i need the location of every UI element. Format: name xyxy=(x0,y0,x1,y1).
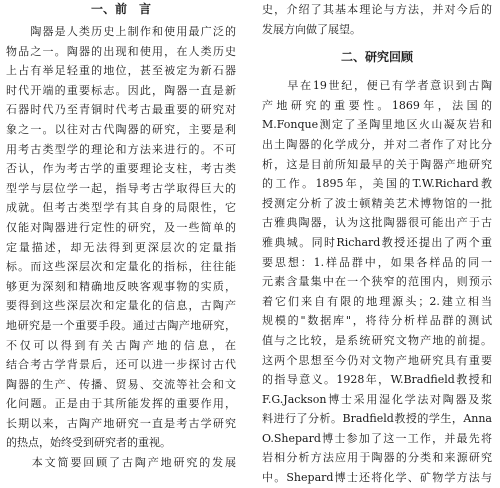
text-line: 规模的"数据库"，将待分析样品群的测试 xyxy=(262,314,492,328)
text-line: 本文简要回顾了古陶产地研究的发展 xyxy=(6,456,236,470)
text-line: 值与之比较，是系统研究文物产地的前提。 xyxy=(262,333,492,347)
text-line: 石器时代乃至青铜时代考古最重要的研究对 xyxy=(6,103,236,117)
text-line: O.Shepard博士参加了这一工作，并最先将 xyxy=(262,431,492,445)
text-line: 中。Shepard博士还将化学、矿物学方法与 xyxy=(262,471,492,485)
text-line: 古雅典陶器，认为这批陶器很可能出产于古 xyxy=(262,216,492,230)
text-line: 结合考古学背景后，还可以进一步探讨古代 xyxy=(6,358,236,372)
text-line: 型学与层位学一起，指导考古学取得巨大的 xyxy=(6,181,236,195)
text-line: 要得到这些深层次和定量化的信息，古陶产 xyxy=(6,299,236,313)
text-line: 岩相分析方法应用于陶器的分类和来源研究 xyxy=(262,451,492,465)
text-line: 陶器是人类历史上制作和使用最广泛的 xyxy=(6,25,236,38)
text-line: 这两个思想至今仍对文物产地研究具有重要 xyxy=(262,353,492,367)
text-line: 象之一。以往对古代陶器的研究，主要是利 xyxy=(6,122,236,136)
section-heading-preface: 一、前 言 xyxy=(90,2,151,16)
text-line: 仅能对陶器进行定性的研究，及一些简单的 xyxy=(6,220,236,234)
text-line: 着它们来自有限的地理源头；2.建立相当 xyxy=(262,294,492,308)
text-line: 出土陶器的化学成分，并对二者作了对比分 xyxy=(262,137,492,151)
text-line: 够更为深刻和精确地反映客观事物的实质， xyxy=(6,279,236,293)
text-line: 析，这是目前所知最早的关于陶器产地研究 xyxy=(262,157,492,171)
text-line: F.G.Jackson博士采用湿化学法对陶器及浆 xyxy=(262,392,492,406)
section-heading-review: 二、研究回顾 xyxy=(340,50,413,65)
preface-paragraph-2 xyxy=(6,453,236,473)
text-line: 陶器的生产、传播、贸易、交流等社会和文 xyxy=(6,377,236,391)
text-line: 元素含量集中在一个狭窄的范围内，则预示 xyxy=(262,275,492,289)
right-column xyxy=(262,0,492,488)
text-line: 要思想：1.样品群中，如果各样品的同一 xyxy=(262,255,492,269)
text-line: 料进行了分析。Bradfield教授的学生，Anna xyxy=(262,412,492,426)
review-paragraph-1 xyxy=(262,76,492,487)
text-line: 的指导意义。1928年，W.Bradfield教授和 xyxy=(262,373,492,387)
text-line: 长期以来，古陶产地研究一直是考古学研究 xyxy=(6,416,236,430)
text-line: 成就。但考古类型学有其自身的局限性，它 xyxy=(6,201,236,215)
preface-continuation xyxy=(262,0,492,39)
text-line: 上占有举足轻重的地位，甚至被定为新石器 xyxy=(6,64,236,78)
text-line: 时代开端的重要标志。因此，陶器一直是新 xyxy=(6,83,236,97)
text-line: 雅典城。同时Richard教授还提出了两个重 xyxy=(262,235,492,249)
preface-paragraph-1 xyxy=(6,22,236,453)
text-line: M.Fonque测定了圣陶里地区火山凝灰岩和 xyxy=(262,118,492,132)
text-line: 产地研究的重要性。1869年，法国的 xyxy=(262,98,492,112)
text-line: 的工作。1895年，美国的T.W.Richard教 xyxy=(262,177,492,191)
text-line: 物品之一。陶器的出现和使用，在人类历史 xyxy=(6,44,236,58)
text-line: 地研究是一个重要手段。通过古陶产地研究， xyxy=(6,318,236,332)
text-line: 不仅可以得到有关古陶产地的信息，在 xyxy=(6,338,236,352)
text-line: 否认，作为考古学的重要理论支柱，考古类 xyxy=(6,162,236,176)
left-column xyxy=(6,0,236,473)
text-line: 的热点，始终受到研究者的重视。 xyxy=(6,436,171,450)
text-line: 授测定分析了波士顿精美艺术博物馆的一批 xyxy=(262,196,492,210)
text-line: 用考古类型学的理论和方法来进行的。不可 xyxy=(6,142,236,156)
text-line: 化问题。正是由于其所能发挥的重要作用， xyxy=(6,397,236,411)
text-line: 定量描述，却无法得到更深层次的定量指 xyxy=(6,240,236,254)
text-line: 早在19世纪，便已有学者意识到古陶 xyxy=(262,79,492,93)
text-line: 标。而这些深层次和定量化的指标，往往能 xyxy=(6,260,236,274)
text-line: 发展方向做了展望。 xyxy=(262,22,361,36)
text-line: 史，介绍了其基本理论与方法，并对今后的 xyxy=(262,3,492,16)
